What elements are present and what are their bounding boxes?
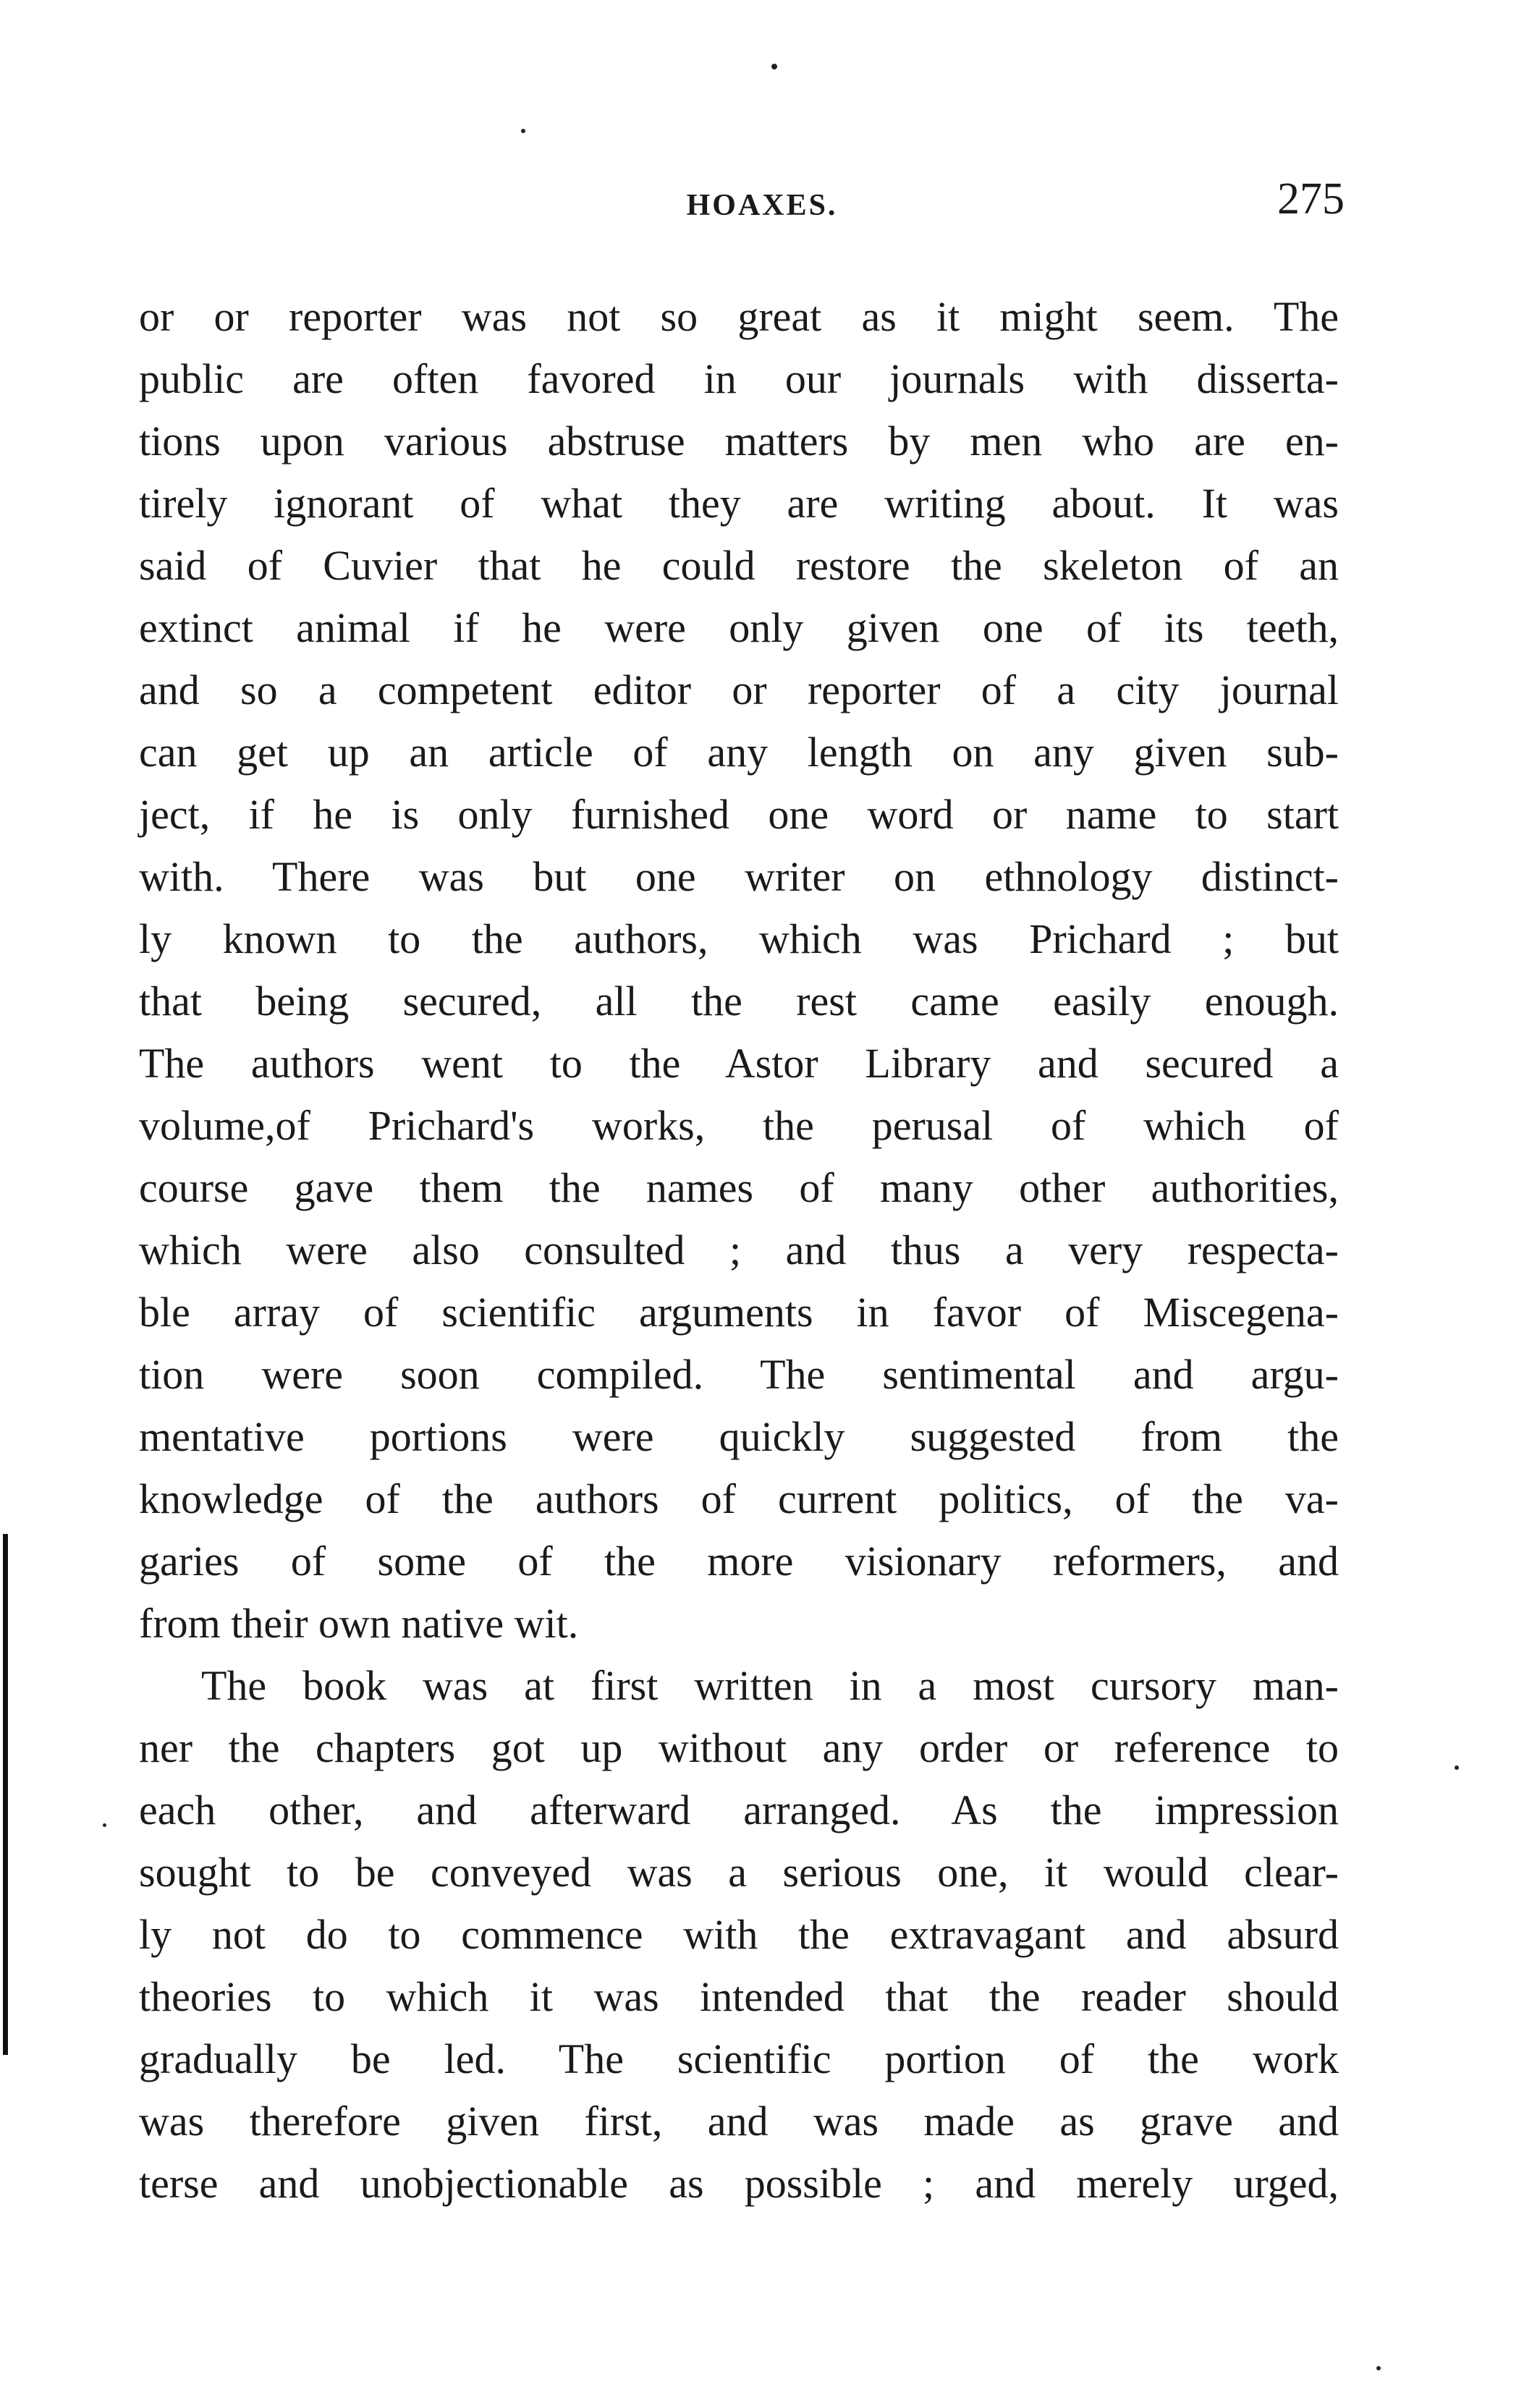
paragraph — [139, 286, 1339, 1655]
page-number: 275 — [1277, 174, 1345, 224]
text-line: course gave them the names of many other authorities, — [139, 1164, 1339, 1211]
paragraph — [139, 1655, 1339, 2215]
text-line: terse and unobjectionable as possible ; and merely urged, — [139, 2160, 1339, 2207]
text-line: extinct animal if he were only given one of its teeth, — [139, 604, 1339, 651]
text-line: mentative portions were quickly suggested from the — [139, 1413, 1339, 1460]
text-line: ly known to the authors, which was Prichard ; but — [139, 915, 1339, 962]
text-line: or or reporter was not so great as it might seem. The — [139, 293, 1339, 340]
text-line: with. There was but one writer on ethnology distinct- — [139, 853, 1339, 900]
text-line: gradually be led. The scientific portion of the work — [139, 2035, 1339, 2082]
running-title: HOAXES. — [686, 189, 838, 222]
ink-speck — [521, 129, 525, 133]
text-line: which were also consulted ; and thus a very respecta- — [139, 1226, 1339, 1273]
text-line: ner the chapters got up without any order or reference to — [139, 1724, 1339, 1771]
text-line: ble array of scientific arguments in favor of Miscegena- — [139, 1289, 1339, 1336]
text-line: was therefore given first, and was made as grave and — [139, 2098, 1339, 2145]
text-line: tion were soon compiled. The sentimental and argu- — [139, 1351, 1339, 1398]
text-line: from their own native wit. — [139, 1600, 579, 1647]
text-line: The book was at first written in a most cursory man- — [201, 1662, 1339, 1709]
ink-speck — [103, 1823, 106, 1827]
text-line: that being secured, all the rest came easily enough. — [139, 978, 1339, 1025]
text-line: sought to be conveyed was a serious one, it would clear- — [139, 1849, 1339, 1896]
text-line: can get up an article of any length on any given sub- — [139, 729, 1339, 776]
ink-speck — [1376, 2366, 1381, 2370]
text-line: ly not do to commence with the extravagant and absurd — [139, 1911, 1339, 1958]
running-head — [0, 174, 1524, 232]
ink-speck — [771, 64, 777, 69]
body-text — [139, 286, 1339, 2215]
text-line: tions upon various abstruse matters by men who are en- — [139, 417, 1339, 465]
text-line: garies of some of the more visionary reformers, and — [139, 1538, 1339, 1585]
text-line: and so a competent editor or reporter of a city journal — [139, 666, 1339, 713]
margin-binding-line — [3, 1534, 8, 2055]
ink-speck — [1455, 1765, 1459, 1770]
text-line: ject, if he is only furnished one word or name to start — [139, 791, 1339, 838]
text-line: each other, and afterward arranged. As the impression — [139, 1786, 1339, 1833]
text-line: public are often favored in our journals with disserta- — [139, 355, 1339, 402]
text-line: volume,of Prichard's works, the perusal of which of — [139, 1102, 1339, 1149]
text-line: knowledge of the authors of current politics, of the va- — [139, 1475, 1339, 1522]
text-line: The authors went to the Astor Library and secured a — [139, 1040, 1339, 1087]
text-line: said of Cuvier that he could restore the skeleton of an — [139, 542, 1339, 589]
text-line: theories to which it was intended that the reader should — [139, 1973, 1339, 2020]
text-line: tirely ignorant of what they are writing about. It was — [139, 480, 1339, 527]
